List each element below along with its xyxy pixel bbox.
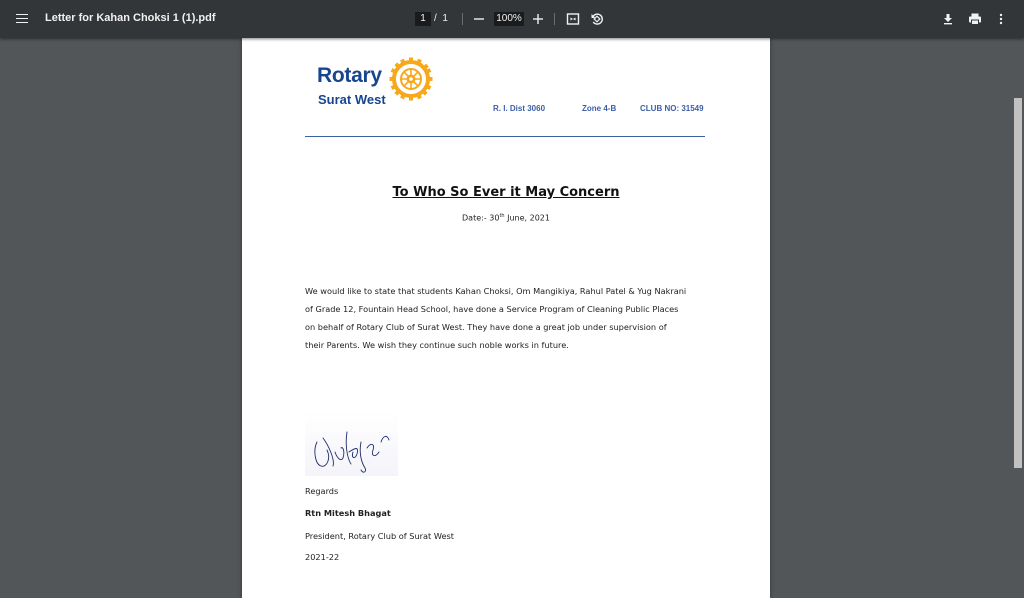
logo-line-2: Surat West [318,92,386,107]
zone-label: Zone 4-B [582,104,617,113]
club-number-label: CLUB NO: 31549 [640,104,704,113]
letter-body [305,282,715,354]
page-total: 1 [442,13,448,24]
zoom-in-icon [532,13,544,25]
zoom-out-icon [473,13,485,25]
scrollbar-thumb[interactable] [1014,98,1022,468]
fit-page-icon [566,12,580,26]
pdf-page [242,38,770,598]
download-button[interactable] [939,10,957,28]
rotary-wheel-icon [389,57,433,101]
print-icon [968,12,982,26]
signature-stroke [305,412,398,476]
toolbar-divider [462,13,463,25]
file-title: Letter for Kahan Choksi 1 (1).pdf [45,12,216,24]
zoom-level[interactable]: 100% [494,12,524,26]
page-count [434,13,448,24]
page-separator: / [434,13,437,24]
logo-line-1: Rotary [317,64,382,87]
toolbar-divider [554,13,555,25]
body-line: We would like to state that students Kahan Choksi, Om Mangikiya, Rahul Patel & Yug Nakrani [305,286,687,296]
date-prefix: Date:- 30 [462,213,500,223]
zoom-out-button[interactable] [470,10,488,28]
download-icon [942,13,954,25]
signatory-name: Rtn Mitesh Bhagat [305,508,391,518]
fit-page-button[interactable] [564,10,582,28]
page-number-input[interactable] [415,12,431,26]
scrollbar[interactable] [1012,38,1024,576]
letter-title: To Who So Ever it May Concern [392,185,620,200]
more-options-button[interactable] [992,10,1010,28]
letter-date [242,213,770,223]
menu-icon[interactable] [14,11,30,27]
zoom-in-button[interactable] [529,10,547,28]
signatory-year: 2021-22 [305,552,340,562]
regards-text: Regards [305,486,339,496]
rotate-button[interactable] [588,10,606,28]
signatory-designation: President, Rotary Club of Surat West [305,531,454,541]
more-vert-icon [995,13,1007,25]
body-line: their Parents. We wish they continue such noble works in future. [305,340,569,350]
header-rule [305,136,705,137]
signature-image [305,412,398,476]
rotate-icon [590,12,604,26]
rotary-logo [316,54,436,107]
date-suffix: June, 2021 [504,213,550,223]
print-button[interactable] [966,10,984,28]
date-superscript: th [499,213,505,219]
body-line: on behalf of Rotary Club of Surat West. They have done a great job under supervision of [305,322,667,332]
body-line: of Grade 12, Fountain Head School, have done a Service Program of Cleaning Public Places [305,304,679,314]
district-label: R. I. Dist 3060 [493,104,546,113]
pdf-toolbar [0,0,1024,38]
